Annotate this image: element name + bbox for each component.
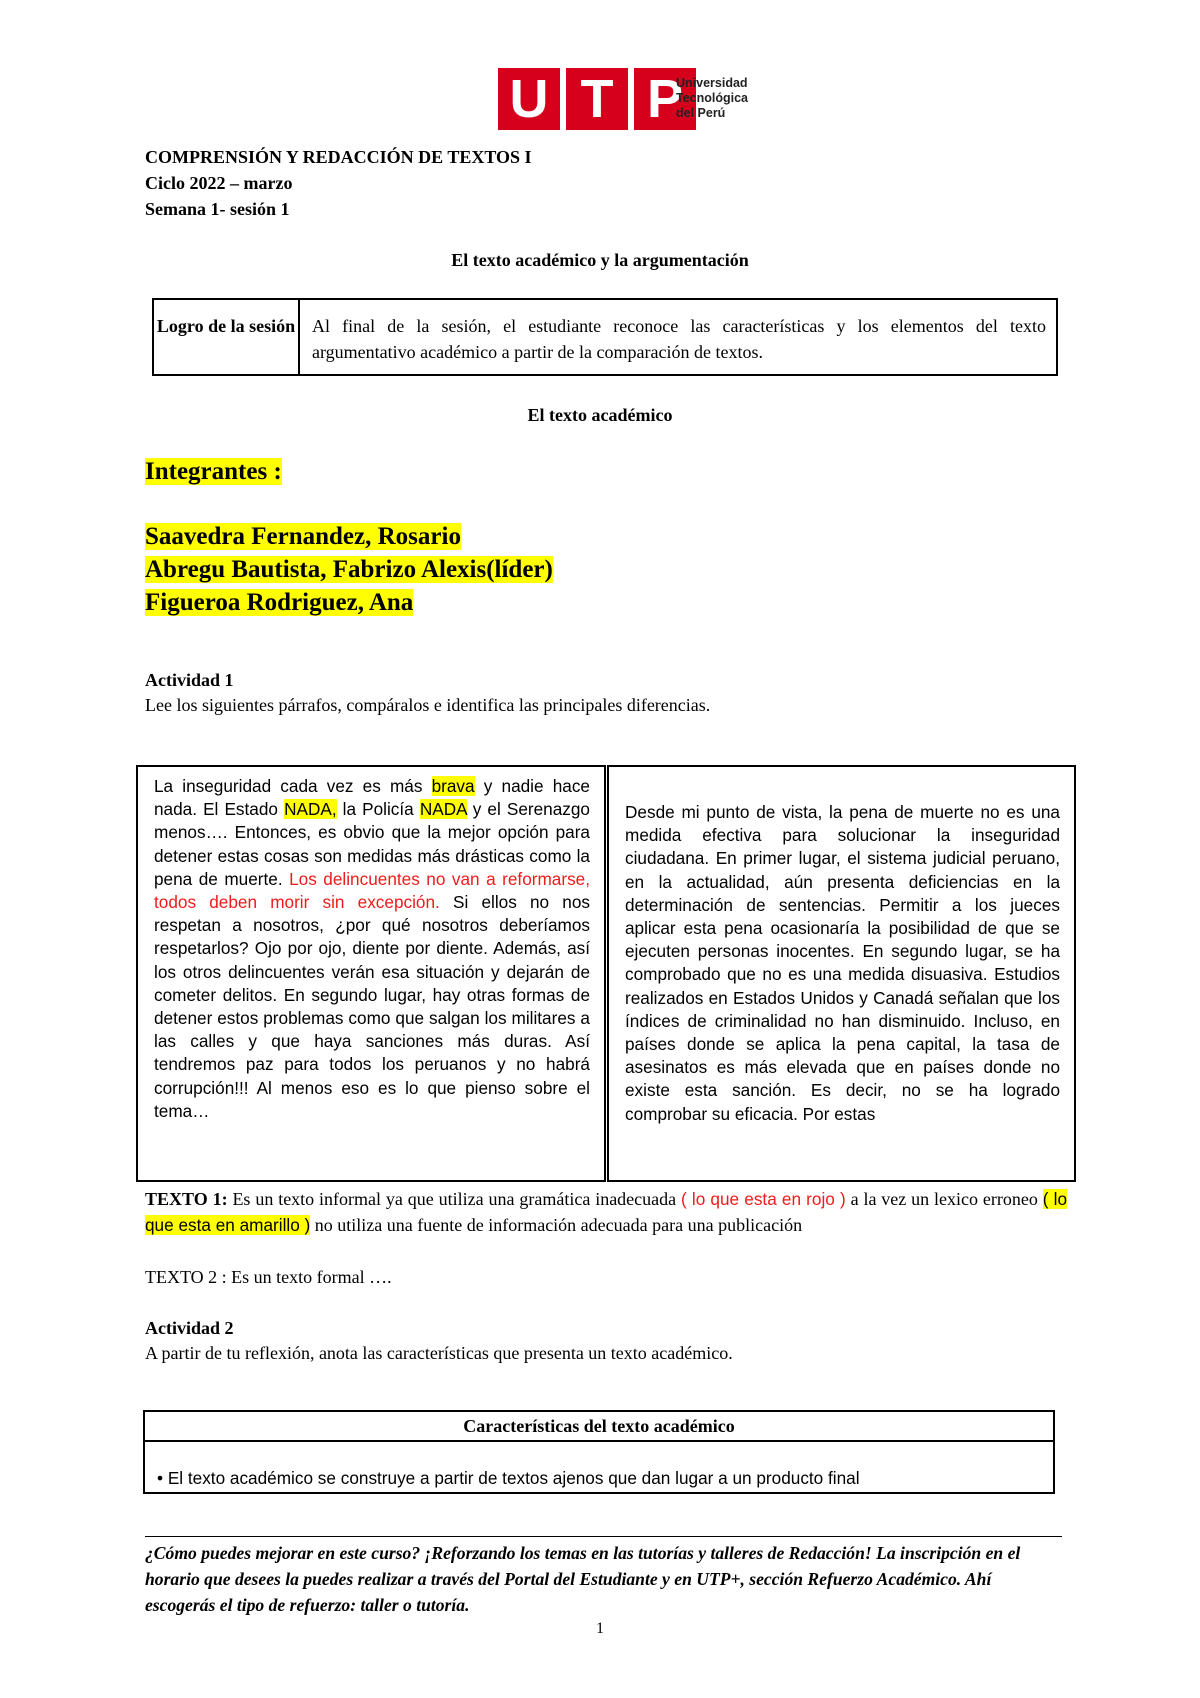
text-1-analysis <box>145 1186 1067 1238</box>
logro-label: Logro de la sesión <box>154 300 300 374</box>
utp-logo <box>498 68 753 130</box>
member-1 <box>145 521 461 553</box>
text-1-highlight: NADA, <box>284 799 337 820</box>
bullet-icon: • <box>157 1468 164 1488</box>
logro-text: Al final de la sesión, el estudiante reconoce las características y los elementos del texto argumentativo académico a partir de la comparación de textos. <box>312 316 1046 362</box>
text-1-content <box>154 775 590 1123</box>
logo-line-1: Universidad <box>676 76 748 90</box>
analysis-part: Es un texto informal ya que utiliza una gramática inadecuada <box>227 1189 682 1209</box>
session-title: El texto académico y la argumentación <box>451 250 749 270</box>
activity2-title: Actividad 2 <box>145 1318 234 1338</box>
text-1-highlight: NADA <box>419 799 467 820</box>
text-box-2 <box>607 765 1076 1182</box>
activity1-description: Lee los siguientes párrafos, compáralos e identifica las principales diferencias. <box>145 695 711 715</box>
member-name: Figueroa Rodriguez, Ana <box>145 589 414 616</box>
text-2-analysis: TEXTO 2 : Es un texto formal …. <box>145 1267 392 1287</box>
text-1-part: La inseguridad cada vez es más <box>154 776 432 796</box>
member-name: Abregu Bautista, Fabrizo Alexis(líder) <box>145 556 553 583</box>
page-number: 1 <box>596 1620 604 1637</box>
text-1-part: la Policía <box>336 799 420 820</box>
member-name: Saavedra Fernandez, Rosario <box>145 523 461 550</box>
characteristics-table <box>143 1410 1055 1494</box>
activity2-description: A partir de tu reflexión, anota las características que presenta un texto académico. <box>145 1343 733 1363</box>
member-3 <box>145 587 413 619</box>
logo-letter-t: T <box>566 68 628 130</box>
week-label: Semana 1- sesión 1 <box>145 199 290 219</box>
member-2 <box>145 554 553 586</box>
integrantes-title <box>145 456 282 488</box>
cycle-label: Ciclo 2022 – marzo <box>145 173 293 193</box>
text-box-1 <box>136 765 606 1182</box>
logo-wordmark <box>676 76 776 121</box>
logo-letter-p: P <box>634 68 696 130</box>
integrantes-title-text: Integrantes : <box>145 458 282 485</box>
text-1-part: y el Serenazgo menos…. Entonces, es obvio que la mejor opción para detener estas cosas son medidas más drásticas como la pena de muerte. <box>154 799 590 889</box>
text-1-part: y nadie hace nada. El Estado <box>154 776 590 820</box>
analysis-part: a la vez un lexico erroneo <box>845 1189 1043 1209</box>
analysis-part: no utiliza una fuente de información adecuada para una publicación <box>310 1215 803 1235</box>
characteristics-item-text: El texto académico se construye a partir de textos ajenos que dan lugar a un producto final <box>167 1468 860 1488</box>
text-1-highlight: brava <box>431 776 475 796</box>
analysis-yellow-note: ( lo que esta en amarillo ) <box>145 1189 1068 1235</box>
logo-letter-u: U <box>498 68 560 130</box>
analysis-red-note: ( lo que esta en rojo ) <box>681 1189 846 1209</box>
section-title: El texto académico <box>527 405 673 425</box>
text-1-part: Si ellos no nos respetan a nosotros, ¿por qué nosotros deberíamos respetarlos? Ojo por ojo, diente por diente. Además, así los otros delincuentes verán esa situación y dejarán de cometer delitos. En segundo lugar, hay otras formas de detener estos problemas como que salgan los militares a las calles y que haya sanciones más duras. Así tendremos paz para todos los peruanos y no habrá corrupción!!! Al menos eso es lo que pienso sobre el tema… <box>154 892 590 1121</box>
activity1-title: Actividad 1 <box>145 670 234 690</box>
text-2-content: Desde mi punto de vista, la pena de muerte no es una medida efectiva para solucionar la inseguridad ciudadana. En primer lugar, el sistema judicial peruano, en la actualidad, aún presenta deficiencias en la determinación de sentencias. Permitir a los jueces aplicar esta pena ocasionaría la posibilidad de que se ejecuten personas inocentes. En segundo lugar, se ha comprobado que no es una medida disuasiva. Estudios realizados en Estados Unidos y Canadá señalan que los índices de criminalidad no han disminuido. Incluso, en países donde se aplica la pena capital, la tasa de asesinatos es más elevada que en países donde no existe esta sanción. Es decir, no se ha logrado comprobar su eficacia. Por estas <box>625 802 1060 1124</box>
footer-note: ¿Cómo puedes mejorar en este curso? ¡Reforzando los temas en las tutorías y talleres de Redacción! La inscripción en el horario que desees la puedes realizar a través del Portal del Estudiante y en UTP+, sección Refuerzo Académico. Ahí escogerás el tipo de refuerzo: taller o tutoría. <box>145 1543 1021 1615</box>
course-title: COMPRENSIÓN Y REDACCIÓN DE TEXTOS I <box>145 147 532 167</box>
logo-line-3: del Perú <box>676 106 726 120</box>
logo-line-2: Tecnológica <box>676 91 749 105</box>
characteristics-header: Características del texto académico <box>145 1412 1053 1442</box>
text-1-red-phrase: Los delincuentes no van a reformarse, todos deben morir sin excepción. <box>154 868 591 913</box>
characteristics-item <box>157 1467 1045 1489</box>
logro-table <box>152 298 1058 376</box>
footer-divider <box>145 1536 1062 1537</box>
text-1-label: TEXTO 1: <box>145 1189 228 1209</box>
